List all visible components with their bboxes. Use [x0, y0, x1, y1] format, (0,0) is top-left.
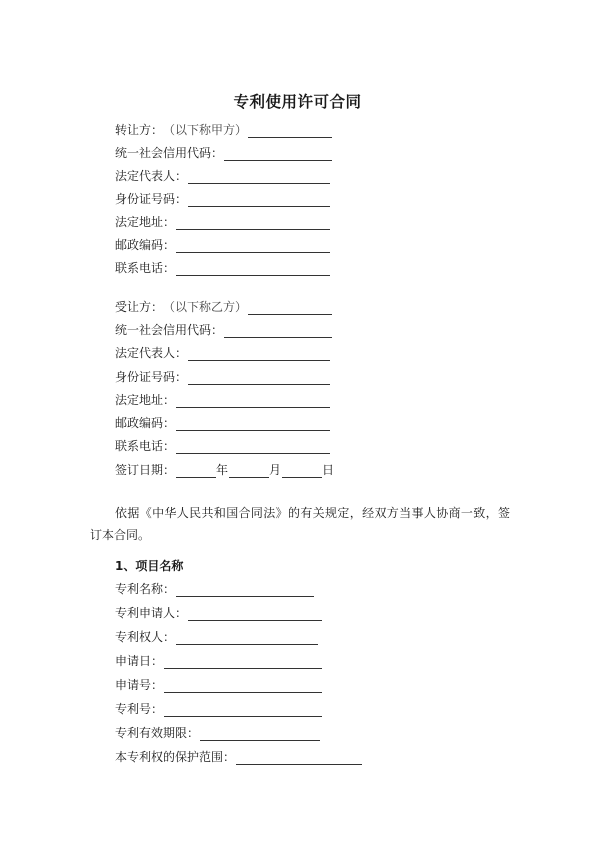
field-label: 专利号： — [115, 702, 164, 716]
application-number-field — [115, 677, 322, 693]
field-blank[interactable] — [164, 703, 322, 717]
sign-year-label: 年 — [216, 463, 229, 477]
field-blank[interactable] — [164, 679, 322, 693]
field-blank[interactable] — [188, 347, 330, 361]
party-a-legal-rep-field — [115, 168, 330, 184]
field-label: 申请号： — [115, 678, 164, 692]
patent-number-field — [115, 701, 322, 717]
field-blank[interactable] — [176, 262, 330, 276]
field-blank[interactable] — [224, 324, 332, 338]
party-a-postcode-field — [115, 237, 330, 253]
sign-day-label: 日 — [322, 463, 335, 477]
party-a-id-number-field — [115, 191, 330, 207]
field-blank[interactable] — [176, 440, 330, 454]
field-label: 法定地址： — [115, 215, 176, 229]
party-a-name-blank[interactable] — [248, 124, 332, 138]
party-b-address-field — [115, 392, 330, 408]
party-a-note: （以下称甲方） — [163, 123, 248, 137]
party-a-label: 转让方： — [115, 123, 164, 137]
intro-paragraph: 依据《中华人民共和国合同法》的有关规定，经双方当事人协商一致，签订本合同。 — [90, 506, 510, 542]
field-blank[interactable] — [176, 583, 314, 597]
sign-date-field — [115, 462, 334, 478]
field-label: 法定地址： — [115, 393, 176, 407]
protection-scope-field — [115, 749, 362, 765]
patent-validity-field — [115, 725, 320, 741]
field-label: 法定代表人： — [115, 169, 188, 183]
field-blank[interactable] — [176, 394, 330, 408]
field-label: 法定代表人： — [115, 346, 188, 360]
application-date-field — [115, 653, 322, 669]
party-b-name-blank[interactable] — [248, 301, 332, 315]
sign-day-blank[interactable] — [282, 464, 322, 478]
field-blank[interactable] — [188, 607, 322, 621]
sign-date-label: 签订日期： — [115, 463, 176, 477]
field-blank[interactable] — [176, 239, 330, 253]
field-label: 邮政编码： — [115, 238, 176, 252]
field-label: 本专利权的保护范围： — [115, 750, 236, 764]
party-b-postcode-field — [115, 415, 330, 431]
field-label: 身份证号码： — [115, 192, 188, 206]
field-label: 申请日： — [115, 654, 164, 668]
field-label: 专利权人： — [115, 630, 176, 644]
party-a-phone-field — [115, 260, 330, 276]
patent-applicant-field — [115, 605, 322, 621]
field-label: 专利名称： — [115, 582, 176, 596]
field-blank[interactable] — [236, 751, 362, 765]
field-label: 联系电话： — [115, 261, 176, 275]
field-blank[interactable] — [188, 193, 330, 207]
field-blank[interactable] — [176, 417, 330, 431]
sign-year-blank[interactable] — [176, 464, 216, 478]
party-b-heading — [115, 299, 332, 315]
party-b-credit-code-field — [115, 322, 332, 338]
field-blank[interactable] — [176, 216, 330, 230]
patent-name-field — [115, 581, 314, 597]
field-blank[interactable] — [188, 170, 330, 184]
page-title: 专利使用许可合同 — [233, 93, 362, 111]
field-label: 统一社会信用代码： — [115, 323, 224, 337]
patent-holder-field — [115, 629, 318, 645]
field-blank[interactable] — [224, 147, 332, 161]
party-a-credit-code-field — [115, 145, 332, 161]
field-label: 身份证号码： — [115, 370, 188, 384]
party-b-label: 受让方： — [115, 300, 164, 314]
party-a-address-field — [115, 214, 330, 230]
field-blank[interactable] — [200, 727, 320, 741]
field-label: 统一社会信用代码： — [115, 146, 224, 160]
field-label: 专利申请人： — [115, 606, 188, 620]
field-blank[interactable] — [176, 631, 318, 645]
field-label: 联系电话： — [115, 439, 176, 453]
field-label: 专利有效期限： — [115, 726, 200, 740]
field-blank[interactable] — [188, 371, 330, 385]
party-b-phone-field — [115, 438, 330, 454]
sign-month-blank[interactable] — [229, 464, 269, 478]
field-label: 邮政编码： — [115, 416, 176, 430]
party-b-note: （以下称乙方） — [163, 300, 248, 314]
sign-month-label: 月 — [269, 463, 282, 477]
party-b-id-number-field — [115, 369, 330, 385]
section-1-heading: 1、项目名称 — [115, 559, 184, 573]
party-b-legal-rep-field — [115, 345, 330, 361]
party-a-heading — [115, 122, 332, 138]
field-blank[interactable] — [164, 655, 322, 669]
